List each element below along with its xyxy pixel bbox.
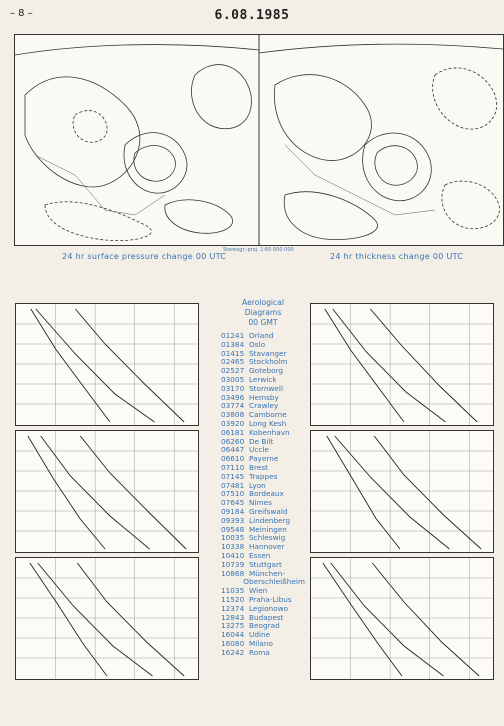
station-id: 13275 (221, 621, 245, 631)
station-name: Budapest (249, 612, 284, 622)
aerological-diagram (15, 557, 199, 680)
station-name: Orland (249, 331, 274, 340)
station-id: 16242 (221, 647, 245, 657)
station-id: 03496 (221, 392, 245, 402)
station-name: Crawley (249, 401, 279, 411)
station-id: 03005 (221, 374, 245, 384)
station-name: Wien (249, 586, 268, 596)
station-id: 01415 (221, 348, 245, 358)
station-id: 02527 (221, 366, 245, 376)
station-name: Legionowo (249, 603, 289, 613)
title-line: 00 GMT (248, 318, 278, 327)
station-name: Stavanger (249, 348, 287, 358)
station-name: Stuttgart (249, 559, 282, 569)
station-name: Lindenberg (249, 515, 291, 525)
station-id: 03170 (221, 383, 245, 393)
surface-pressure-caption: 24 hr surface pressure change 00 UTC (62, 252, 227, 261)
station-id: 02465 (221, 357, 245, 367)
station-id: 07510 (221, 489, 245, 499)
station-name: Long Kesh (249, 418, 287, 428)
station-id: 01384 (221, 339, 245, 349)
station-name: Trappes (249, 471, 278, 481)
station-id: 16044 (221, 630, 245, 640)
station-id: 03774 (221, 401, 245, 411)
station-name: Milano (249, 638, 273, 648)
station-id: 10410 (221, 550, 245, 560)
station-name: Uccle (249, 445, 269, 455)
station-id: 03808 (221, 410, 245, 420)
title-line: Diagrams (244, 308, 282, 317)
aerological-diagram (310, 303, 494, 426)
station-name: Schleswig (249, 533, 286, 543)
page-number: – 8 – (10, 8, 33, 19)
station-name: Goteborg (249, 366, 284, 376)
diagram-drawing (311, 558, 493, 679)
station-name: Oberschleißheim (243, 577, 305, 587)
station-id: 06260 (221, 436, 245, 446)
station-name: Praha-Libus (249, 594, 292, 604)
station-id: 06447 (221, 445, 245, 455)
station-name: Meiningen (249, 524, 287, 534)
station-name: Kobenhavn (249, 427, 290, 437)
diagram-drawing (311, 304, 493, 425)
station-row (221, 649, 305, 658)
station-name: Essen (249, 550, 271, 560)
station-name: Nimes (249, 498, 272, 508)
station-id: 12374 (221, 603, 245, 613)
station-name: Greifswald (249, 506, 288, 516)
station-name: München- (249, 568, 285, 578)
station-id: 16080 (221, 638, 245, 648)
station-name: Lerwick (249, 374, 277, 384)
bulletin-date: 6.08.1985 (214, 8, 290, 23)
station-id: 10035 (221, 533, 245, 543)
station-name: Brest (249, 462, 268, 472)
station-id: 11035 (221, 586, 245, 596)
station-name: Udine (249, 630, 271, 640)
title-line: Aerological (242, 298, 284, 307)
diagram-drawing (16, 558, 198, 679)
aerological-diagram (310, 557, 494, 680)
station-list (221, 298, 305, 657)
station-id: 09184 (221, 506, 245, 516)
diagram-drawing (16, 304, 198, 425)
aerological-diagram (15, 303, 199, 426)
diagram-drawing (311, 431, 493, 552)
station-list-title (221, 298, 305, 328)
station-id: 03920 (221, 418, 245, 428)
station-name: Stornwell (249, 383, 283, 393)
station-id: 10338 (221, 542, 245, 552)
station-id: 06181 (221, 427, 245, 437)
station-name: Stockholm (249, 357, 288, 367)
right-diagram-column (310, 303, 494, 674)
station-id: 12843 (221, 612, 245, 622)
station-id: 10739 (221, 559, 245, 569)
station-name: Roma (249, 647, 270, 657)
projection-note: Stereogr.-proj. 1:60 000 000 (223, 247, 294, 253)
aerological-diagram (310, 430, 494, 553)
station-name: Hemsby (249, 392, 279, 402)
station-id: 07481 (221, 480, 245, 490)
station-id: 06610 (221, 454, 245, 464)
station-name: Oslo (249, 339, 266, 349)
station-name: Beograd (249, 621, 280, 631)
pressure-thickness-maps (14, 34, 504, 246)
maps-drawing (15, 35, 503, 245)
station-id: 11520 (221, 594, 245, 604)
diagram-drawing (16, 431, 198, 552)
station-id: 10868 (221, 568, 245, 578)
station-id: 07645 (221, 498, 245, 508)
left-diagram-column (15, 303, 199, 674)
station-id: 01241 (221, 331, 245, 340)
station-name: Bordeaux (249, 489, 284, 499)
station-name: Lyon (249, 480, 266, 490)
station-name: Payerne (249, 454, 279, 464)
thickness-caption: 24 hr thickness change 00 UTC (330, 252, 464, 261)
station-name: Hannover (249, 542, 285, 552)
station-id: 07110 (221, 462, 245, 472)
station-name: De Bilt (249, 436, 274, 446)
station-id: 09393 (221, 515, 245, 525)
station-id: 07145 (221, 471, 245, 481)
aerological-diagram (15, 430, 199, 553)
station-id: 09548 (221, 524, 245, 534)
station-rows (221, 332, 305, 657)
station-name: Camborne (249, 410, 287, 420)
